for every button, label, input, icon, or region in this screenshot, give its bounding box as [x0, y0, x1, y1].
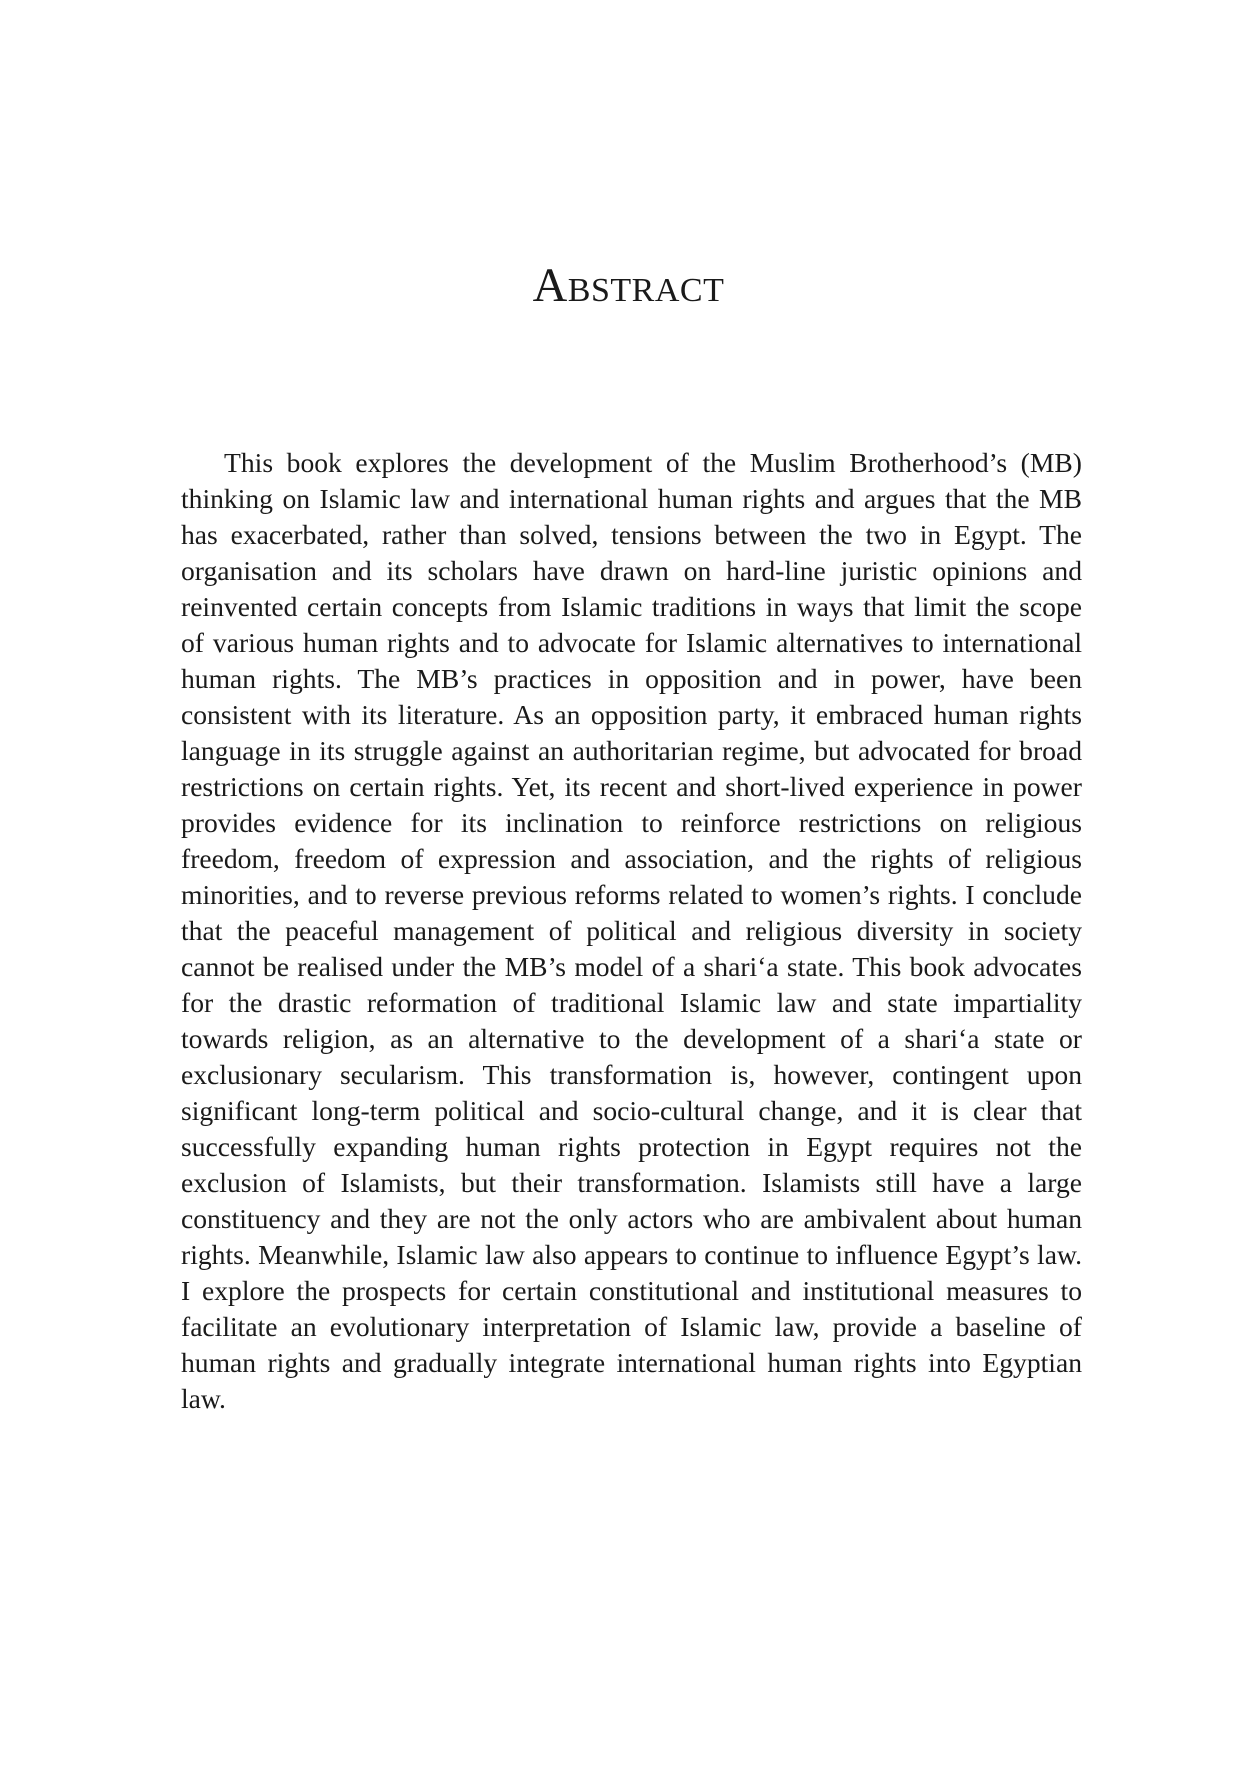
page-title: Abstract: [532, 259, 725, 312]
abstract-paragraph: This book explores the development of the Muslim Brotherhood’s (MB) thinking on Islamic law and international human rights and argues that the MB has exacerbated, rather than solved, tensions between the two in Egypt. The organisation and its scholars have drawn on hard-line juristic opinions and reinvented certain concepts from Islamic traditions in ways that limit the scope of various human rights and to advocate for Islamic alternatives to international human rights. The MB’s practices in opposition and in power, have been consistent with its literature. As an opposition party, it embraced human rights language in its struggle against an authoritarian regime, but advocated for broad restrictions on certain rights. Yet, its recent and short-lived experience in power provides evidence for its inclination to reinforce restrictions on religious freedom, freedom of expression and association, and the rights of religious minorities, and to reverse previous reforms related to women’s rights. I conclude that the peaceful management of political and religious diversity in society cannot be realised under the MB’s model of a shari‘a state. This book advocates for the drastic reformation of traditional Islamic law and state impartiality towards religion, as an alternative to the development of a shari‘a state or exclusionary secularism. This transformation is, however, contingent upon significant long-term political and socio-cultural change, and it is clear that successfully expanding human rights protection in Egypt requires not the exclusion of Islamists, but their transformation. Islamists still have a large constituency and they are not the only actors who are ambivalent about human rights. Meanwhile, Islamic law also appears to continue to influence Egypt’s law. I explore the prospects for certain constitutional and institutional measures to facilitate an evolutionary interpretation of Islamic law, provide a baseline of human rights and gradually integrate international human rights into Egyptian law.: [181, 447, 1082, 1414]
